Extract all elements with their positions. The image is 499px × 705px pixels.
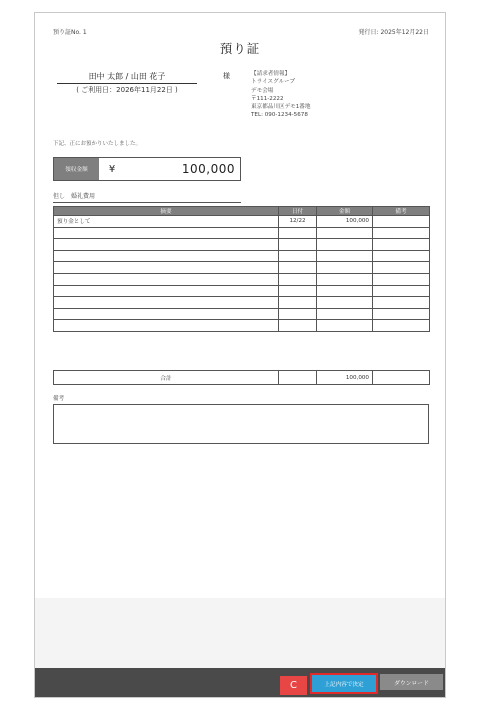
document-title: 預り証 [219, 41, 261, 56]
notes-label: 備考 [53, 396, 65, 402]
empty-remarks [373, 227, 430, 239]
total-value: 100,000 [317, 371, 373, 385]
table-row-empty [54, 285, 430, 297]
total-row [54, 371, 430, 385]
table-header-row [54, 207, 430, 216]
issuer-company: トライスグループ [251, 79, 296, 86]
line-items-table [53, 206, 430, 332]
empty-description [54, 262, 279, 274]
issuer-heading: 【請求者情報】 [251, 71, 291, 77]
empty-date [279, 239, 317, 251]
total-table [53, 370, 430, 385]
empty-amount [317, 285, 373, 297]
empty-amount [317, 273, 373, 285]
issuer-tel: TEL: 090-1234-5678 [251, 112, 308, 119]
empty-amount [317, 239, 373, 251]
empty-remarks [373, 250, 430, 262]
empty-remarks [373, 297, 430, 309]
empty-amount [317, 262, 373, 274]
issuer-branch: デモ会場 [251, 87, 274, 94]
total-spacer [279, 371, 317, 385]
empty-amount [317, 250, 373, 262]
table-row-empty [54, 297, 430, 309]
empty-description [54, 285, 279, 297]
annotation-badge: C [280, 676, 307, 695]
empty-description [54, 320, 279, 332]
empty-amount [317, 320, 373, 332]
table-row-empty [54, 308, 430, 320]
empty-description [54, 239, 279, 251]
empty-remarks [373, 308, 430, 320]
amount-box [53, 157, 241, 181]
download-button[interactable]: ダウンロード [380, 674, 443, 690]
table-row-empty [54, 250, 430, 262]
header-amount: 金額 [317, 207, 373, 216]
header-remarks: 備考 [373, 207, 430, 216]
statement-text: 下記、正にお預かりいたしました。 [53, 141, 142, 147]
footer-bar [35, 668, 445, 697]
issuer-info [251, 70, 311, 120]
empty-date [279, 250, 317, 262]
row-description: 預り金として [54, 216, 279, 228]
amount-label: 領収金額 [54, 158, 99, 180]
empty-date [279, 308, 317, 320]
empty-date [279, 285, 317, 297]
empty-remarks [373, 285, 430, 297]
total-remarks [373, 371, 430, 385]
notes-box[interactable] [53, 404, 429, 444]
empty-description [54, 273, 279, 285]
empty-amount [317, 297, 373, 309]
empty-date [279, 227, 317, 239]
receipt-document-frame [34, 12, 446, 698]
empty-description [54, 227, 279, 239]
issue-date: 発行日: 2025年12月22日 [358, 29, 429, 36]
empty-remarks [373, 273, 430, 285]
issuer-postal: 〒111-2222 [251, 95, 284, 102]
usage-date: ( ご利用日：2026年11月22日 ) [76, 86, 178, 94]
table-row-empty [54, 262, 430, 274]
receipt-number: 預り証No. 1 [53, 29, 87, 36]
empty-date [279, 262, 317, 274]
empty-description [54, 250, 279, 262]
empty-amount [317, 227, 373, 239]
lower-band [35, 598, 445, 668]
row-amount: 100,000 [317, 216, 373, 228]
table-row-empty [54, 273, 430, 285]
amount-value: 100,000 [181, 162, 235, 176]
table-row-empty [54, 239, 430, 251]
confirm-button[interactable]: 上記内容で決定 [310, 673, 378, 694]
table-row-empty [54, 320, 430, 332]
empty-date [279, 273, 317, 285]
table-row [54, 216, 430, 228]
empty-date [279, 297, 317, 309]
customer-name: 田中 太郎 / 山田 花子 [57, 71, 197, 84]
empty-description [54, 297, 279, 309]
row-date: 12/22 [279, 216, 317, 228]
table-row-empty [54, 227, 430, 239]
empty-description [54, 308, 279, 320]
header-date: 日付 [279, 207, 317, 216]
customer-honorific: 様 [223, 72, 230, 80]
empty-date [279, 320, 317, 332]
empty-remarks [373, 320, 430, 332]
issuer-address: 東京都品川区デモ1番地 [251, 104, 311, 111]
empty-remarks [373, 262, 430, 274]
tadashi-line: 但し 婚礼費用 [53, 191, 241, 203]
total-label: 合計 [54, 371, 279, 385]
empty-remarks [373, 239, 430, 251]
currency-symbol: ¥ [108, 163, 116, 175]
header-description: 摘要 [54, 207, 279, 216]
row-remarks [373, 216, 430, 228]
empty-amount [317, 308, 373, 320]
